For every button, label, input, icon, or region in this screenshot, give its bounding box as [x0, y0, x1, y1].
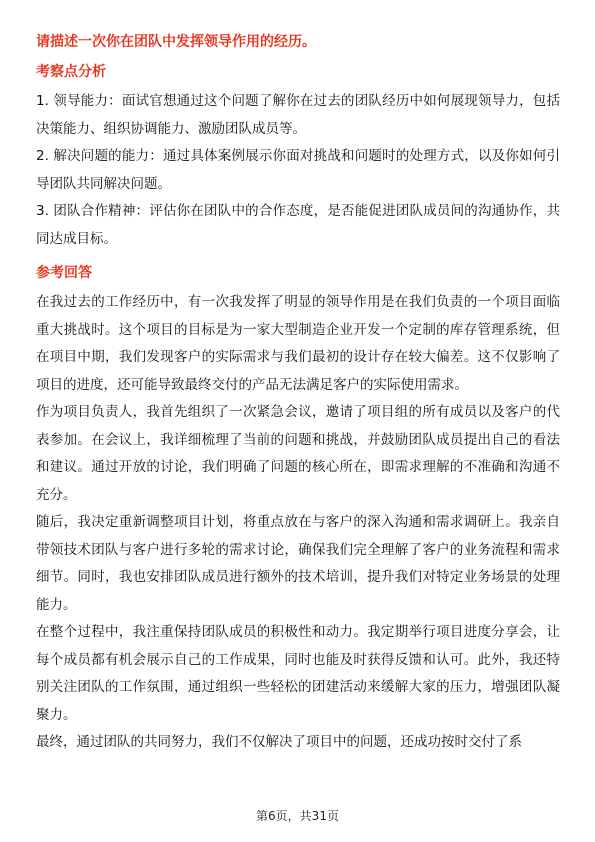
analysis-point: 3. 团队合作精神：评估你在团队中的合作态度，是否能促进团队成员间的沟通协作，共同达成目标。: [36, 203, 560, 247]
analysis-heading: 考察点分析: [36, 64, 106, 80]
analysis-point: 1. 领导能力：面试官想通过这个问题了解你在过去的团队经历中如何展现领导力，包括决策能力、组织协调能力、激励团队成员等。: [36, 93, 560, 137]
answer-paragraph: 最终，通过团队的共同努力，我们不仅解决了项目中的问题，还成功按时交付了系: [36, 734, 522, 750]
question-title: 请描述一次你在团队中发挥领导作用的经历。: [36, 34, 316, 50]
analysis-point: 2. 解决问题的能力：通过具体案例展示你面对挑战和问题时的处理方式，以及你如何引导团队共同解决问题。: [36, 148, 560, 192]
answer-heading: 参考回答: [36, 265, 92, 281]
answer-paragraph: 随后，我决定重新调整项目计划，将重点放在与客户的深入沟通和需求调研上。我亲自带领技术团队与客户进行多轮的需求讨论，确保我们完全理解了客户的业务流程和需求细节。同时，我也安排团队成员进行额外的技术培训，提升我们对特定业务场景的处理能力。: [36, 514, 560, 613]
page-number-footer: 第6页，共31页: [256, 809, 339, 823]
answer-paragraph: 作为项目负责人，我首先组织了一次紧急会议，邀请了项目组的所有成员以及客户的代表参加。在会议上，我详细梳理了当前的问题和挑战，并鼓励团队成员提出自己的看法和建议。通过开放的讨论，我们明确了问题的核心所在，即需求理解的不准确和沟通不充分。: [36, 404, 560, 503]
answer-paragraph: 在整个过程中，我注重保持团队成员的积极性和动力。我定期举行项目进度分享会，让每个成员都有机会展示自己的工作成果，同时也能及时获得反馈和认可。此外，我还特别关注团队的工作氛围，通过组织一些轻松的团建活动来缓解大家的压力，增强团队凝聚力。: [36, 624, 560, 723]
answer-paragraph: 在我过去的工作经历中，有一次我发挥了明显的领导作用是在我们负责的一个项目面临重大挑战时。这个项目的目标是为一家大型制造企业开发一个定制的库存管理系统，但在项目中期，我们发现客户的实际需求与我们最初的设计存在较大偏差。这不仅影响了项目的进度，还可能导致最终交付的产品无法满足客户的实际使用需求。: [36, 294, 560, 393]
page-content: [36, 32, 560, 757]
